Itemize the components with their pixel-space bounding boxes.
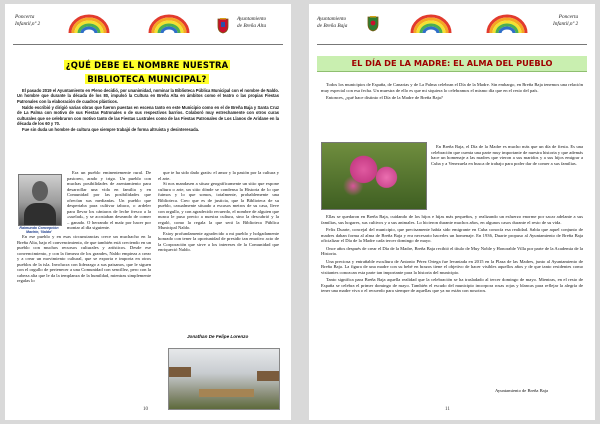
page-number: 10 bbox=[143, 407, 148, 412]
left-page bbox=[5, 4, 291, 420]
rainbow-logo-icon bbox=[485, 13, 529, 35]
caption-line1: Raimundo Concepción bbox=[19, 226, 59, 230]
body-paragraph: Felix Duarte, concejal del municipio, que precisamente había sido emigrante en Cuba conocía esa realidad. Sabía que aquel conjunto de madres daban forma al alma de Breña Baja y era necesario hacerles un homenaje. En 1936, Duarte propuso al Ayuntamiento de Breña Baja oficializar el Día de la Madre cada tercer domingo de mayo. bbox=[321, 227, 583, 243]
rainbow-logo-icon bbox=[147, 13, 191, 35]
column-paragraph: Si nos mandasen a situar geográficamente un sitio que expone cultura o arte, un sitio dónde se condensa la Historia de lo que fuimos y lo que somos, totalmente, probablemente una Biblioteca. Creo que es de justicia, que la Biblioteca de su pueblo, casualmente situado a escasos metros de su casa, lleve con orgullo, y con agradecido recuerdo, el nombre de alguien que nunca le puso precio a nuestra cultura, sino la descubrió y la regaló, como la regala la que será la Biblioteca Pública Municipal Naldo. bbox=[158, 181, 279, 230]
council-label bbox=[237, 16, 266, 29]
body-paragraph: Todos los municipios de España, de Canarias y de La Palma celebran el Día de la Madre. Sin embargo, en Breña Baja tenemos una relación muy especial con esa fecha. Un muestra de ello es que mi siquiera lo celebramos el mismo día que en el resto del país. bbox=[321, 82, 583, 93]
council-name-line1: Ayuntamiento bbox=[317, 16, 347, 22]
column-paragraph: En ese pueblo y en esas circunstancias crece un muchacho en la Breña Alta, bajo el convencimiento, de que también está creciendo en un pueblo con muchos recursos culturales y artísticos. Desde ese convencimiento, y con la firmeza de los grandes, Naldo empieza a crear y a crear un movimiento cultural, que se exporta e importa en otros pueblos de la isla. Involucra con liderazgo a sus paisanos, que le siguen con el orgullo de pertenecer a una Comunidad con sencillez, pero con la cabeza alta que le da la templanza de la humildad, mientras simplemente regalas lo bbox=[17, 234, 151, 283]
right-header bbox=[309, 4, 595, 50]
intro-paragraph: Naldo escribió y dirigió varias obras que fueron puestas en escena tanto en este Municipio como en el de Breña Baja y Santa Cruz de La Palma con motivo de sus Fiestas Patronales o de sus respectivos barrios. Colaboró muy estrechamente con otros curas culturales que se celebraron con motivo tanto de las Fiestas Lustrales como de las Fiestas Patronales de Los Llanos de Aridane en la década de los 60 y 70. bbox=[17, 104, 279, 126]
body-paragraph: Ellas se quedaron en Breña Baja, cuidando de los hijos e hijas más pequeños, y realizando un esfuerzo enorme por sacar adelante a sus familias, sus hogares, sus cultivos y a sus animales. Lo hicieron durante muchos años, en algunos casos durante el resto de su vida. bbox=[321, 214, 583, 225]
side-column bbox=[431, 144, 583, 210]
article-title bbox=[35, 58, 259, 86]
body-paragraph: Una preciosa y entrañable escultura de Antonio Pérez Ortega fue levantada en 2015 en la Plaza de las Madres, junto al Ayuntamiento de Breña Baja. La figura de una madre con su bebé en brazos tiene el objetivo de hacer visibles aquellos años y de que tanto residentes como visitantes conozcan esta parte tan importante para la historia del municipio. bbox=[321, 258, 583, 275]
column-paragraph: que te ha sido dado gratis: el amor y la pasión por la cultura y el arte. bbox=[158, 170, 279, 181]
author-signature: Jonathan De Felipe Lorenzo bbox=[187, 334, 249, 339]
body-paragraph: Tanto significa para Breña Baja aquella realidad que la celebración se ha trasladado al tercer domingo de mayo. Mientras, en el resto de España se celebra el primer domingo de mayo. También el escudo del municipio incorpora rosas rojas y blancas para reflejar la alegría de tener una madre viva o el recuerdo para siempre de aquellas que ya no están con nosotros. bbox=[321, 277, 583, 293]
publication-label bbox=[15, 14, 40, 27]
body-paragraph: En Breña Baja, el Día de la Madre es mucho más que un día de fiesta. Es una celebración que cuenta una parte muy importante de nuestra historia y que además hace un homenaje a las madres que vieron a sus maridos y a sus hijos emigrar a Cuba y a Venezuela en busca de trabajo para poder dar de comer a sus familias. bbox=[431, 144, 583, 166]
intro-text bbox=[17, 88, 279, 133]
column-paragraph: Era un pueblo eminentemente rural. De pastoreo, arado y trigo. Un pueblo con muchas posibilidades de asentamiento para desarrollar una vida en familia y en Comunidad por las posibilidades que ofrecían sus medianías. Un pueblo que despertaba para cultivar tabaco, o ardeler para llevar los cántaros de leche fresco a la «suelad», y se acostaban deseando de comer – ganado. O herrando el maíz por hacer por montar al día siguiente. bbox=[67, 170, 151, 230]
issue-number: Infantil,nº 2 bbox=[553, 20, 579, 27]
column1-bottom bbox=[17, 234, 151, 406]
author-signature: Ayuntamiento de Breña Baja bbox=[495, 388, 549, 393]
body-paragraph: Entonces, ¿qué hace distinto el Día de la Madre de Breña Baja? bbox=[326, 95, 443, 100]
coat-of-arms-icon bbox=[217, 18, 229, 34]
body-text bbox=[321, 214, 583, 386]
intro-paragraph: Fue sin duda un hombre de cultura que siempre trabajó de forma altruista y desinteresada. bbox=[22, 126, 199, 132]
intro-text bbox=[321, 82, 583, 138]
portrait-photo bbox=[18, 174, 62, 226]
council-name-line2: de Breña Alta bbox=[237, 22, 267, 29]
publication-name: Poncerta bbox=[15, 14, 35, 20]
flowers-photo bbox=[321, 142, 427, 210]
library-photo bbox=[168, 348, 280, 410]
header-divider bbox=[13, 44, 283, 45]
column2 bbox=[158, 170, 279, 332]
intro-paragraph: El pasado 2019 el Ayuntamiento en Pleno decidió, por unanimidad, nominar la Biblioteca Pública Municipal con el nombre de Naldo. Un hombre que durante la década de los 80, impulsó la Cultura en Breña Alta en ámbitos como el teatro o las propias Fiestas Patronales con la elaboración de cuadros plásticos. bbox=[17, 88, 279, 104]
rainbow-logo-icon bbox=[409, 13, 453, 35]
body-paragraph: Once años después de crear el Día de la Madre, Breña Baja recibió el título de Muy Noble y Honorable Villa por parte de la Academia de la Historia. bbox=[321, 245, 583, 256]
caption-line2: Machín, 'Naldo' bbox=[25, 230, 53, 235]
publication-label bbox=[553, 14, 578, 27]
rainbow-logo-icon bbox=[67, 13, 111, 35]
issue-number: Infantil,nº 2 bbox=[15, 20, 41, 27]
publication-name: Poncerta bbox=[558, 14, 579, 20]
coat-of-arms-icon bbox=[367, 16, 379, 32]
council-label bbox=[317, 16, 347, 29]
left-header bbox=[5, 4, 291, 50]
title-line1: ¿QUÉ DEBE EL NOMBRE NUESTRA bbox=[65, 60, 229, 70]
column-paragraph: Estoy profundamente agradecido a mi pueblo y holgadamente honrado con tener la oportunidad de presidir tan emotivo acto de la Corporación que sirve a los intereses de la Comunidad que enriqueció Naldo. bbox=[158, 230, 279, 252]
header-divider bbox=[317, 44, 587, 45]
right-page bbox=[309, 4, 595, 420]
article-title: EL DÍA DE LA MADRE: EL ALMA DEL PUEBLO bbox=[317, 56, 587, 72]
page-number: 11 bbox=[445, 407, 450, 412]
council-name-line1: Ayuntamiento bbox=[237, 16, 267, 22]
council-name-line2: de Breña Baja bbox=[317, 22, 348, 29]
title-line2: BIBLIOTECA MUNICIPAL? bbox=[87, 74, 207, 84]
column1-top bbox=[67, 170, 151, 232]
